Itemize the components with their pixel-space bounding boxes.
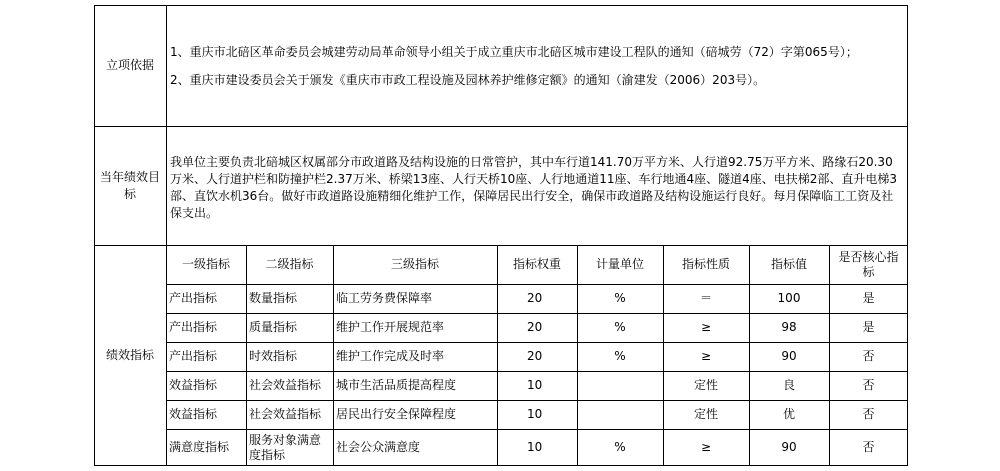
cell-nature: ≥: [700, 349, 712, 363]
header-weight: 指标权重: [512, 257, 561, 271]
cell-value: 90: [781, 440, 797, 454]
header-unit: 计量单位: [595, 257, 644, 271]
cell-value: 优: [782, 407, 795, 421]
header-value: 指标值: [770, 257, 807, 271]
cell-value: 良: [782, 378, 795, 392]
divider: [94, 126, 908, 127]
cell-weight: 10: [527, 378, 543, 392]
header-nature: 指标性质: [681, 257, 730, 271]
goal-text: 我单位主要负责北碚城区权属部分市政道路及结构设施的日常管护，其中车行道141.70万平方米、人行道92.75万平方米、路缘石20.30万米、人行道护栏和防撞护栏2.37万米、桥梁13座、人行天桥10座、人行地通道11座、车行地通4座、隧道4座、电扶梯2部、直升电梯3部、直饮水机36台。做好市政道路设施精细化维护工作，保障居民出行安全，确保市政道路及结构设施运行良好。每月保障临工工资及社保支出。: [170, 155, 898, 220]
cell-level1: 效益指标: [169, 378, 218, 392]
cell-core: 否: [862, 378, 875, 392]
cell-level1: 产出指标: [169, 349, 218, 363]
header-level3: 三级指标: [390, 257, 439, 271]
cell-level3: 社会公众满意度: [336, 440, 421, 454]
cell-core: 是: [862, 320, 875, 334]
cell-core: 否: [862, 349, 875, 363]
cell-nature: ≥: [700, 440, 712, 454]
cell-core: 否: [862, 407, 875, 421]
cell-level2: 质量指标: [249, 320, 298, 334]
cell-level1: 满意度指标: [169, 440, 230, 454]
basis-label: 立项依据: [105, 58, 154, 72]
cell-value: 100: [777, 291, 801, 305]
cell-unit: [577, 400, 663, 429]
cell-unit: %: [614, 291, 626, 305]
basis-line-2: 2、重庆市建设委员会关于颁发《重庆市市政工程设施及园林养护维修定额》的通知（渝建发（2006）203号）。: [170, 73, 766, 87]
cell-value: 90: [781, 349, 797, 363]
cell-level3: 城市生活品质提高程度: [336, 378, 457, 392]
goal-label: 当年绩效目标: [99, 169, 160, 201]
cell-level2: 时效指标: [249, 349, 298, 363]
cell-unit: %: [614, 320, 626, 334]
cell-value: 98: [781, 320, 797, 334]
cell-weight: 20: [527, 320, 543, 334]
cell-core: 否: [862, 440, 875, 454]
indicators-label: 绩效指标: [105, 348, 154, 362]
header-level1: 一级指标: [181, 257, 230, 271]
cell-weight: 20: [527, 349, 543, 363]
cell-level3: 居民出行安全保障程度: [336, 407, 457, 421]
cell-nature: ≥: [700, 320, 712, 334]
cell-level2: 数量指标: [249, 291, 298, 305]
cell-nature: 定性: [693, 378, 718, 392]
cell-level3: 维护工作完成及时率: [336, 349, 445, 363]
cell-level2: 社会效益指标: [249, 378, 322, 392]
header-level2: 二级指标: [265, 257, 314, 271]
cell-weight: 20: [527, 291, 543, 305]
header-core: 是否核心指标: [838, 249, 899, 279]
cell-level2: 社会效益指标: [249, 407, 322, 421]
cell-level3: 临工劳务费保障率: [336, 291, 433, 305]
cell-unit: %: [614, 349, 626, 363]
cell-level1: 效益指标: [169, 407, 218, 421]
cell-level2: 服务对象满意度指标: [249, 432, 322, 462]
cell-core: 是: [862, 291, 875, 305]
cell-level3: 维护工作开展规范率: [336, 320, 445, 334]
cell-unit: %: [614, 440, 626, 454]
cell-nature: 定性: [693, 407, 718, 421]
cell-weight: 10: [527, 440, 543, 454]
cell-level1: 产出指标: [169, 320, 218, 334]
cell-nature: ＝: [699, 291, 712, 305]
cell-level1: 产出指标: [169, 291, 218, 305]
cell-weight: 10: [527, 407, 543, 421]
cell-unit: [577, 371, 663, 400]
basis-line-1: 1、重庆市北碚区革命委员会城建劳动局革命领导小组关于成立重庆市北碚区城市建设工程队的通知（碚城劳（72）字第065号）；: [170, 45, 858, 59]
